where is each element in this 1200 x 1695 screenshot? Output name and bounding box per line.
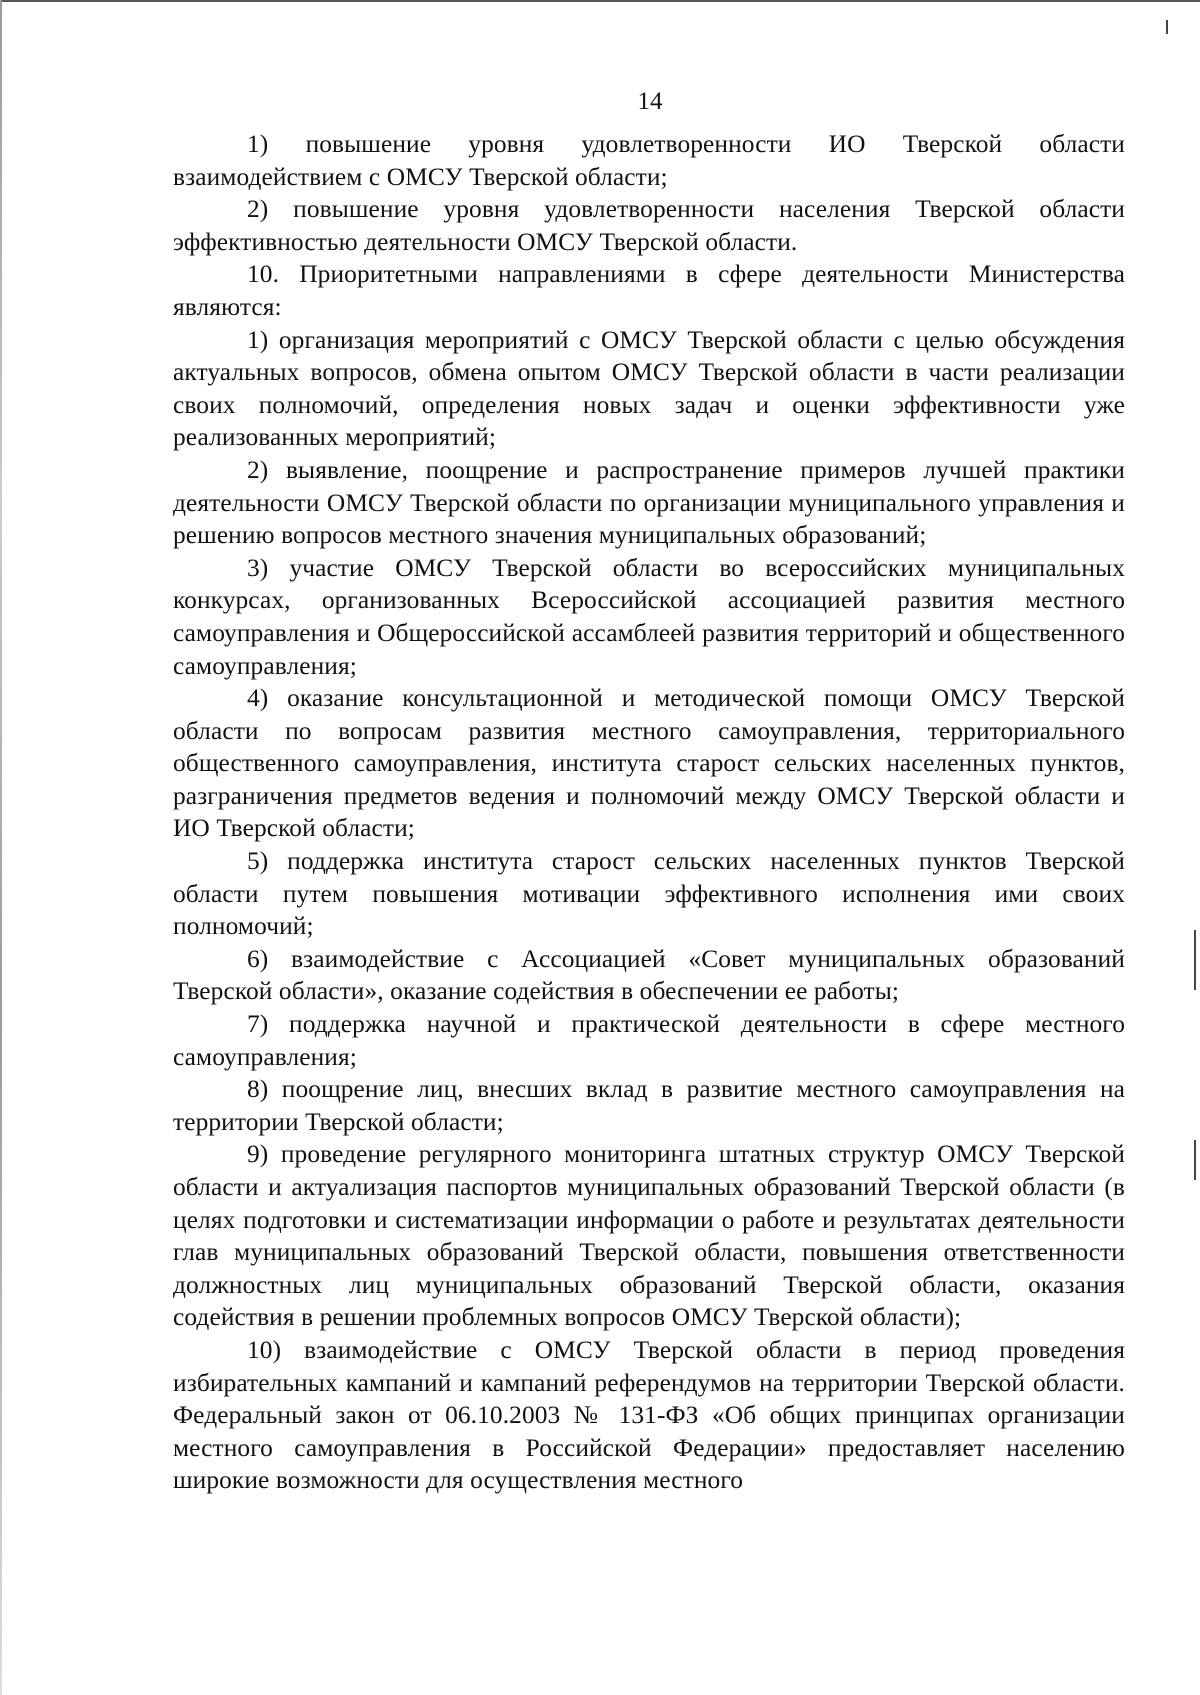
paragraph: 5) поддержка института старост сельских населенных пунктов Тверской области путем повышения мотивации эффективного исполнения ими своих полномочий; (173, 847, 1125, 941)
paragraph: 4) оказание консультационной и методической помощи ОМСУ Тверской области по вопросам развития местного самоуправления, территориального общественного самоуправления, института старост сельских населенных пунктов, разграничения предметов ведения и полномочий между ОМСУ Тверской области и ИО Тверской области; (173, 684, 1125, 843)
paragraph: 9) проведение регулярного мониторинга штатных структур ОМСУ Тверской области и актуализация паспортов муниципальных образований Тверской области (в целях подготовки и систематизации информации о работе и результатах деятельности глав муниципальных образований Тверской области, повышения ответственности должностных лиц муниципальных образований Тверской области, оказания содействия в решении проблемных вопросов ОМСУ Тверской области); (173, 1140, 1125, 1332)
paragraph: 3) участие ОМСУ Тверской области во всероссийских муниципальных конкурсах, организованных Всероссийской ассоциацией развития местного самоуправления и Общероссийской ассамблеей развития территорий и общественного самоуправления; (173, 553, 1125, 680)
document-body (173, 128, 1125, 1497)
paragraph: 1) организация мероприятий с ОМСУ Тверской области с целью обсуждения актуальных вопросов, обмена опытом ОМСУ Тверской области в части реализации своих полномочий, определения новых задач и оценки эффективности уже реализованных мероприятий; (173, 325, 1125, 452)
scan-artifact-mark (1194, 1140, 1196, 1180)
paragraph: 2) повышение уровня удовлетворенности населения Тверской области эффективностью деятельности ОМСУ Тверской области. (173, 195, 1125, 256)
paragraph: 8) поощрение лиц, внесших вклад в развитие местного самоуправления на территории Тверской области; (173, 1075, 1125, 1136)
paragraph: 10) взаимодействие с ОМСУ Тверской области в период проведения избирательных кампаний и кампаний референдумов на территории Тверской области. Федеральный закон от 06.10.2003 № 131-ФЗ «Об общих принципах организации местного самоуправления в Российской Федерации» предоставляет населению широкие возможности для осуществления местного (173, 1335, 1125, 1495)
scan-artifact-mark (1166, 20, 1168, 34)
paragraph: 10. Приоритетными направлениями в сфере деятельности Министерства являются: (173, 260, 1125, 321)
page-number: 14 (637, 88, 663, 115)
paragraph: 7) поддержка научной и практической деятельности в сфере местного самоуправления; (173, 1010, 1125, 1071)
paragraph: 1) повышение уровня удовлетворенности ИО Тверской области взаимодействием с ОМСУ Тверской области; (173, 130, 1125, 191)
paragraph: 2) выявление, поощрение и распространение примеров лучшей практики деятельности ОМСУ Тверской области по организации муниципального управления и решению вопросов местного значения муниципальных образований; (173, 455, 1125, 550)
paragraph: 6) взаимодействие с Ассоциацией «Совет муниципальных образований Тверской области», оказание содействия в обеспечении ее работы; (173, 944, 1125, 1006)
scan-left-edge (0, 0, 2, 1695)
scan-artifact-mark (1194, 930, 1196, 990)
scan-top-edge (0, 0, 1200, 2)
